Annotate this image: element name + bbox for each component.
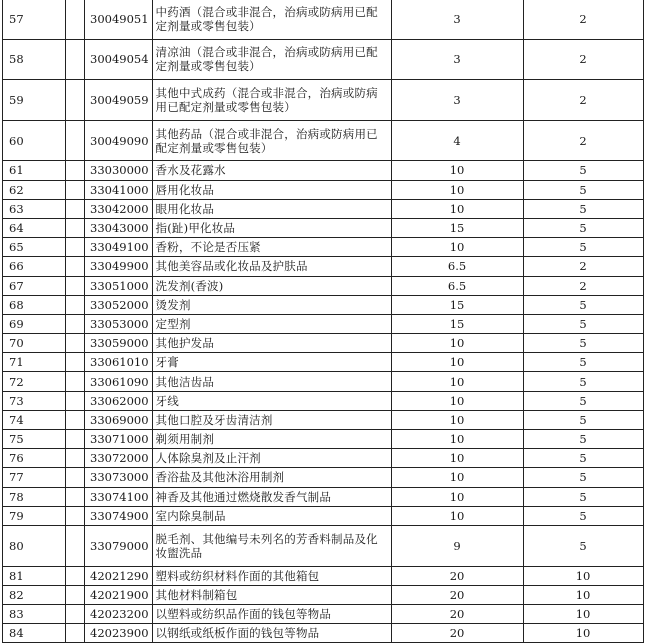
hs-code-cell: 33074900 xyxy=(85,506,153,525)
hs-code-cell: 33041000 xyxy=(85,180,153,199)
rate-a-cell: 10 xyxy=(391,199,523,218)
item-name-cell: 其他药品（混合或非混合，治病或防病用已配定剂量或零售包装） xyxy=(152,120,391,161)
blank-cell xyxy=(66,430,85,449)
item-name-cell: 中药酒（混合或非混合，治病或防病用已配定剂量或零售包装） xyxy=(152,0,391,39)
table-row xyxy=(3,487,644,506)
table-row xyxy=(3,468,644,487)
item-name-cell: 清凉油（混合或非混合，治病或防病用已配定剂量或零售包装） xyxy=(152,39,391,80)
item-name-cell: 人体除臭剂及止汗剂 xyxy=(152,449,391,468)
row-number-cell: 68 xyxy=(3,295,66,314)
hs-code-cell: 33073000 xyxy=(85,468,153,487)
table-row xyxy=(3,295,644,314)
rate-b-cell: 5 xyxy=(523,410,643,429)
hs-code-cell: 33069000 xyxy=(85,410,153,429)
item-name-cell: 香浴盐及其他沐浴用制剂 xyxy=(152,468,391,487)
blank-cell xyxy=(66,372,85,391)
rate-b-cell: 5 xyxy=(523,161,643,180)
rate-a-cell: 4 xyxy=(391,120,523,161)
blank-cell xyxy=(66,39,85,80)
rate-b-cell: 10 xyxy=(523,566,643,585)
blank-cell xyxy=(66,468,85,487)
table-row xyxy=(3,0,644,39)
rate-b-cell: 5 xyxy=(523,295,643,314)
row-number-cell: 71 xyxy=(3,353,66,372)
blank-cell xyxy=(66,585,85,604)
rate-b-cell: 10 xyxy=(523,585,643,604)
table-row xyxy=(3,449,644,468)
rate-b-cell: 5 xyxy=(523,487,643,506)
row-number-cell: 78 xyxy=(3,487,66,506)
rate-b-cell: 2 xyxy=(523,39,643,80)
rate-b-cell: 5 xyxy=(523,372,643,391)
rate-a-cell: 20 xyxy=(391,566,523,585)
blank-cell xyxy=(66,180,85,199)
item-name-cell: 其他洁齿品 xyxy=(152,372,391,391)
hs-code-cell: 33072000 xyxy=(85,449,153,468)
blank-cell xyxy=(66,218,85,237)
hs-code-cell: 30049054 xyxy=(85,39,153,80)
row-number-cell: 81 xyxy=(3,566,66,585)
hs-code-cell: 33043000 xyxy=(85,218,153,237)
rate-b-cell: 2 xyxy=(523,0,643,39)
rate-a-cell: 6.5 xyxy=(391,276,523,295)
blank-cell xyxy=(66,80,85,121)
hs-code-cell: 33042000 xyxy=(85,199,153,218)
row-number-cell: 64 xyxy=(3,218,66,237)
rate-b-cell: 5 xyxy=(523,238,643,257)
rate-a-cell: 10 xyxy=(391,238,523,257)
hs-code-cell: 33052000 xyxy=(85,295,153,314)
table-row xyxy=(3,525,644,566)
hs-code-cell: 33049100 xyxy=(85,238,153,257)
rate-a-cell: 10 xyxy=(391,372,523,391)
item-name-cell: 其他护发品 xyxy=(152,334,391,353)
rate-a-cell: 10 xyxy=(391,334,523,353)
blank-cell xyxy=(66,276,85,295)
rate-a-cell: 15 xyxy=(391,218,523,237)
rate-a-cell: 6.5 xyxy=(391,257,523,276)
table-row xyxy=(3,314,644,333)
table-row xyxy=(3,566,644,585)
table-row xyxy=(3,199,644,218)
row-number-cell: 77 xyxy=(3,468,66,487)
item-name-cell: 香粉，不论是否压紧 xyxy=(152,238,391,257)
hs-code-cell: 33062000 xyxy=(85,391,153,410)
hs-code-cell: 33074100 xyxy=(85,487,153,506)
row-number-cell: 83 xyxy=(3,604,66,623)
item-name-cell: 唇用化妆品 xyxy=(152,180,391,199)
row-number-cell: 70 xyxy=(3,334,66,353)
rate-a-cell: 3 xyxy=(391,0,523,39)
row-number-cell: 62 xyxy=(3,180,66,199)
blank-cell xyxy=(66,525,85,566)
blank-cell xyxy=(66,314,85,333)
blank-cell xyxy=(66,566,85,585)
item-name-cell: 脱毛剂、其他编号未列名的芳香料制品及化妆盥洗品 xyxy=(152,525,391,566)
rate-a-cell: 10 xyxy=(391,391,523,410)
table-row xyxy=(3,334,644,353)
rate-b-cell: 5 xyxy=(523,180,643,199)
blank-cell xyxy=(66,161,85,180)
blank-cell xyxy=(66,257,85,276)
rate-b-cell: 2 xyxy=(523,80,643,121)
hs-code-cell: 33049900 xyxy=(85,257,153,276)
row-number-cell: 75 xyxy=(3,430,66,449)
row-number-cell: 74 xyxy=(3,410,66,429)
rate-a-cell: 10 xyxy=(391,430,523,449)
row-number-cell: 61 xyxy=(3,161,66,180)
item-name-cell: 塑料或纺织材料作面的其他箱包 xyxy=(152,566,391,585)
rate-a-cell: 10 xyxy=(391,449,523,468)
table-row xyxy=(3,506,644,525)
rate-b-cell: 2 xyxy=(523,276,643,295)
table-row xyxy=(3,391,644,410)
row-number-cell: 60 xyxy=(3,120,66,161)
item-name-cell: 以塑料或纺织品作面的钱包等物品 xyxy=(152,604,391,623)
blank-cell xyxy=(66,449,85,468)
rate-b-cell: 2 xyxy=(523,257,643,276)
rate-a-cell: 10 xyxy=(391,161,523,180)
hs-code-cell: 30049059 xyxy=(85,80,153,121)
item-name-cell: 其他美容品或化妆品及护肤品 xyxy=(152,257,391,276)
row-number-cell: 66 xyxy=(3,257,66,276)
item-name-cell: 以钢纸或纸板作面的钱包等物品 xyxy=(152,624,391,643)
hs-code-cell: 33079000 xyxy=(85,525,153,566)
item-name-cell: 其他中式成药（混合或非混合，治病或防病用已配定剂量或零售包装） xyxy=(152,80,391,121)
row-number-cell: 67 xyxy=(3,276,66,295)
item-name-cell: 指(趾)甲化妆品 xyxy=(152,218,391,237)
row-number-cell: 80 xyxy=(3,525,66,566)
hs-code-cell: 33061010 xyxy=(85,353,153,372)
table-row xyxy=(3,80,644,121)
rate-a-cell: 20 xyxy=(391,604,523,623)
item-name-cell: 定型剂 xyxy=(152,314,391,333)
item-name-cell: 牙膏 xyxy=(152,353,391,372)
table-row xyxy=(3,624,644,643)
table-row xyxy=(3,353,644,372)
blank-cell xyxy=(66,334,85,353)
table-row xyxy=(3,372,644,391)
row-number-cell: 63 xyxy=(3,199,66,218)
hs-code-cell: 30049090 xyxy=(85,120,153,161)
hs-code-cell: 33051000 xyxy=(85,276,153,295)
row-number-cell: 79 xyxy=(3,506,66,525)
rate-a-cell: 10 xyxy=(391,506,523,525)
blank-cell xyxy=(66,295,85,314)
table-row xyxy=(3,410,644,429)
rate-b-cell: 10 xyxy=(523,604,643,623)
hs-code-cell: 33053000 xyxy=(85,314,153,333)
hs-code-cell: 42023900 xyxy=(85,624,153,643)
table-body xyxy=(3,0,644,643)
table-row xyxy=(3,585,644,604)
rate-b-cell: 2 xyxy=(523,120,643,161)
blank-cell xyxy=(66,487,85,506)
item-name-cell: 其他材料制箱包 xyxy=(152,585,391,604)
item-name-cell: 室内除臭制品 xyxy=(152,506,391,525)
rate-a-cell: 10 xyxy=(391,410,523,429)
rate-a-cell: 9 xyxy=(391,525,523,566)
rate-a-cell: 20 xyxy=(391,585,523,604)
blank-cell xyxy=(66,506,85,525)
rate-b-cell: 5 xyxy=(523,353,643,372)
rate-a-cell: 3 xyxy=(391,80,523,121)
blank-cell xyxy=(66,391,85,410)
table-row xyxy=(3,276,644,295)
row-number-cell: 59 xyxy=(3,80,66,121)
rate-b-cell: 5 xyxy=(523,314,643,333)
hs-code-cell: 33061090 xyxy=(85,372,153,391)
blank-cell xyxy=(66,604,85,623)
hs-code-cell: 33059000 xyxy=(85,334,153,353)
row-number-cell: 76 xyxy=(3,449,66,468)
item-name-cell: 牙线 xyxy=(152,391,391,410)
table-row xyxy=(3,257,644,276)
rate-b-cell: 5 xyxy=(523,525,643,566)
rate-a-cell: 10 xyxy=(391,180,523,199)
rate-b-cell: 5 xyxy=(523,506,643,525)
hs-code-cell: 33071000 xyxy=(85,430,153,449)
item-name-cell: 其他口腔及牙齿清洁剂 xyxy=(152,410,391,429)
rate-b-cell: 5 xyxy=(523,468,643,487)
table-row xyxy=(3,39,644,80)
rate-a-cell: 10 xyxy=(391,487,523,506)
table-row xyxy=(3,180,644,199)
rate-b-cell: 5 xyxy=(523,334,643,353)
row-number-cell: 65 xyxy=(3,238,66,257)
rate-a-cell: 3 xyxy=(391,39,523,80)
table-row xyxy=(3,161,644,180)
blank-cell xyxy=(66,120,85,161)
item-name-cell: 洗发剂(香波) xyxy=(152,276,391,295)
rate-b-cell: 5 xyxy=(523,391,643,410)
tariff-table xyxy=(2,0,644,643)
item-name-cell: 眼用化妆品 xyxy=(152,199,391,218)
item-name-cell: 剃须用制剂 xyxy=(152,430,391,449)
row-number-cell: 58 xyxy=(3,39,66,80)
rate-b-cell: 5 xyxy=(523,218,643,237)
table-row xyxy=(3,120,644,161)
rate-b-cell: 5 xyxy=(523,430,643,449)
rate-a-cell: 10 xyxy=(391,468,523,487)
hs-code-cell: 42023200 xyxy=(85,604,153,623)
blank-cell xyxy=(66,238,85,257)
blank-cell xyxy=(66,199,85,218)
blank-cell xyxy=(66,353,85,372)
rate-b-cell: 5 xyxy=(523,449,643,468)
hs-code-cell: 42021900 xyxy=(85,585,153,604)
blank-cell xyxy=(66,624,85,643)
row-number-cell: 72 xyxy=(3,372,66,391)
row-number-cell: 82 xyxy=(3,585,66,604)
hs-code-cell: 33030000 xyxy=(85,161,153,180)
hs-code-cell: 42021290 xyxy=(85,566,153,585)
row-number-cell: 73 xyxy=(3,391,66,410)
hs-code-cell: 30049051 xyxy=(85,0,153,39)
table-row xyxy=(3,604,644,623)
table-row xyxy=(3,218,644,237)
row-number-cell: 57 xyxy=(3,0,66,39)
rate-b-cell: 10 xyxy=(523,624,643,643)
blank-cell xyxy=(66,0,85,39)
rate-a-cell: 10 xyxy=(391,353,523,372)
item-name-cell: 香水及花露水 xyxy=(152,161,391,180)
rate-a-cell: 15 xyxy=(391,295,523,314)
item-name-cell: 神香及其他通过燃烧散发香气制品 xyxy=(152,487,391,506)
blank-cell xyxy=(66,410,85,429)
rate-a-cell: 20 xyxy=(391,624,523,643)
table-row xyxy=(3,430,644,449)
rate-b-cell: 5 xyxy=(523,199,643,218)
rate-a-cell: 15 xyxy=(391,314,523,333)
row-number-cell: 84 xyxy=(3,624,66,643)
item-name-cell: 烫发剂 xyxy=(152,295,391,314)
row-number-cell: 69 xyxy=(3,314,66,333)
tariff-table-sheet xyxy=(2,0,644,643)
table-row xyxy=(3,238,644,257)
